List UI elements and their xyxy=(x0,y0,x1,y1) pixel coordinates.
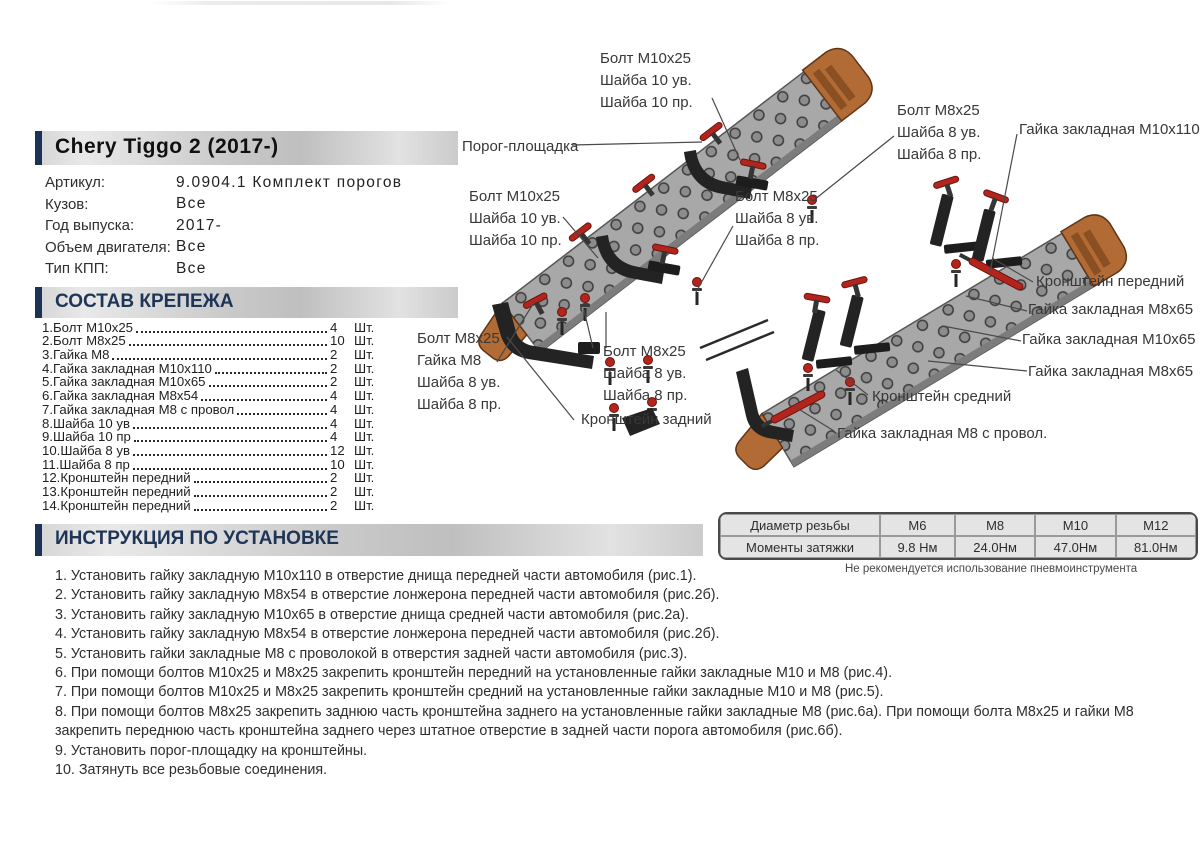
dotted-leader xyxy=(215,372,327,374)
part-name: 6.Гайка закладная М8х54 xyxy=(42,388,199,404)
part-unit: Шт. xyxy=(354,497,375,513)
detail-label: Год выпуска: xyxy=(45,217,135,235)
part-name: 10.Шайба 8 ув xyxy=(42,442,130,458)
detail-value: Все xyxy=(176,195,207,213)
dotted-leader xyxy=(201,399,327,401)
dotted-leader xyxy=(129,344,327,346)
part-unit: Шт. xyxy=(354,374,375,390)
diagram-label-line: Болт М8х25 xyxy=(735,188,818,205)
part-name: 2.Болт М8х25 xyxy=(42,333,126,349)
diagram-label-line: Болт М10х25 xyxy=(469,188,561,205)
part-qty: 4 xyxy=(330,388,338,404)
instruction-step: 8. При помощи болтов М8х25 закрепить заднюю часть кронштейна заднего на установленные гайки закладные М8 (рис.6а). При помощи болта М8х25 и гайки М8 закрепить переднюю часть кронштейна заднего через штатное отверстие в задней части порога автомобиля (рис.6б). xyxy=(55,703,1134,740)
instruction-step: 3. Установить гайку закладную М10х65 в отверстие днища средней части автомобиля (рис.2а). xyxy=(55,606,689,623)
instruction-step: 1. Установить гайку закладную М10х110 в отверстие днища передней части автомобиля (рис.1). xyxy=(55,568,697,584)
detail-value: Все xyxy=(176,259,207,277)
product-details xyxy=(45,172,402,280)
part-unit: Шт. xyxy=(354,442,375,458)
diagram-label-line: Шайба 10 пр. xyxy=(600,94,693,111)
part-name: 8.Шайба 10 ув xyxy=(42,415,130,431)
detail-row xyxy=(45,215,402,237)
diagram-label-m10x65: Гайка закладная М10х65 xyxy=(1022,331,1196,348)
diagram-label-kronshtein-sredniy: Кронштейн средний xyxy=(872,388,1012,405)
part-qty: 2 xyxy=(330,374,338,390)
part-qty: 2 xyxy=(330,360,338,376)
diagram-label-m10x110: Гайка закладная М10х110 xyxy=(1019,121,1200,138)
part-name: 11.Шайба 8 пр xyxy=(42,456,130,472)
part-row xyxy=(42,499,380,513)
part-name: 1.Болт М10х25 xyxy=(42,319,134,335)
torque-cell: Моменты затяжки xyxy=(720,536,880,558)
diagram-label-line: Гайка М8 xyxy=(417,352,482,369)
dotted-leader xyxy=(112,358,327,360)
part-unit: Шт. xyxy=(354,456,375,472)
diagram-label-kronshtein-zadniy: Кронштейн задний xyxy=(581,411,712,428)
diagram-label-bolt-m8-bottom xyxy=(603,341,687,407)
page-title: Chery Tiggo 2 (2017-) xyxy=(35,131,458,165)
instruction-step: 5. Установить гайки закладные М8 с проволокой в отверстия задней части автомобиля (рис.3). xyxy=(55,645,688,662)
diagram-label-porog: Порог-площадка xyxy=(462,138,579,155)
part-qty: 12 xyxy=(330,442,345,458)
dotted-leader xyxy=(134,440,327,442)
part-qty: 2 xyxy=(330,347,338,363)
part-unit: Шт. xyxy=(354,429,375,445)
torque-cell: 47.0Нм xyxy=(1035,536,1115,558)
dotted-leader xyxy=(237,413,327,415)
dotted-leader xyxy=(133,468,327,470)
diagram-label-line: Болт М10х25 xyxy=(600,50,692,67)
detail-row xyxy=(45,194,402,216)
detail-label: Артикул: xyxy=(45,174,106,192)
part-name: 5.Гайка закладная М10х65 xyxy=(42,374,206,390)
diagram-label-m8x65-bottom: Гайка закладная М8х65 xyxy=(1028,363,1194,380)
instruction-step: 10. Затянуть все резьбовые соединения. xyxy=(55,762,328,779)
part-qty: 4 xyxy=(330,429,338,445)
detail-value: Все xyxy=(176,238,207,256)
diagram-label-bolt-m10-mid xyxy=(469,186,562,252)
part-qty: 4 xyxy=(330,401,338,417)
torque-cell: 9.8 Нм xyxy=(880,536,955,558)
part-unit: Шт. xyxy=(354,401,375,417)
diagram-label-line: Шайба 8 пр. xyxy=(417,396,502,413)
part-qty: 10 xyxy=(330,456,345,472)
part-name: 3.Гайка М8 xyxy=(42,347,110,363)
dotted-leader xyxy=(209,385,327,387)
diagram-label-bolt-m8-gaika xyxy=(417,328,501,416)
part-unit: Шт. xyxy=(354,360,375,376)
dotted-leader xyxy=(133,427,327,429)
diagram-label-kronshtein-peredniy: Кронштейн передний xyxy=(1036,273,1185,290)
diagram-label-line: Шайба 10 пр. xyxy=(469,232,562,249)
part-unit: Шт. xyxy=(354,333,375,349)
part-name: 12.Кронштейн передний xyxy=(42,470,191,486)
diagram-label-m8-provol: Гайка закладная М8 с провол. xyxy=(837,425,1048,442)
parts-list xyxy=(42,321,380,513)
diagram-label-bolt-m8-mid xyxy=(735,186,819,252)
diagram-label-line: Шайба 8 ув. xyxy=(735,210,819,227)
detail-row xyxy=(45,237,402,259)
diagram-label-line: Шайба 8 ув. xyxy=(897,124,981,141)
diagram-label-line: Болт М8х25 xyxy=(603,343,686,360)
torque-table-diameter-row xyxy=(720,514,1196,536)
dotted-leader xyxy=(136,331,327,333)
part-unit: Шт. xyxy=(354,483,375,499)
scan-artifact xyxy=(150,1,450,5)
diagram-label-line: Болт М8х25 xyxy=(897,102,980,119)
torque-cell: М10 xyxy=(1035,514,1115,536)
part-unit: Шт. xyxy=(354,388,375,404)
torque-cell: 81.0Нм xyxy=(1116,536,1196,558)
instruction-step: 9. Установить порог-площадку на кронштейны. xyxy=(55,742,368,759)
part-name: 13.Кронштейн передний xyxy=(42,483,191,499)
diagram-label-line: Шайба 10 ув. xyxy=(600,72,692,89)
part-qty: 2 xyxy=(330,470,338,486)
detail-label: Кузов: xyxy=(45,195,89,213)
part-name: 14.Кронштейн передний xyxy=(42,497,191,513)
diagram-label-line: Шайба 8 пр. xyxy=(603,387,688,404)
detail-value: 9.0904.1 Комплект порогов xyxy=(176,173,403,191)
detail-label: Объем двигателя: xyxy=(45,238,171,256)
part-name: 9.Шайба 10 пр xyxy=(42,429,131,445)
instructions-section-header: ИНСТРУКЦИЯ ПО УСТАНОВКЕ xyxy=(35,524,703,556)
detail-label: Тип КПП: xyxy=(45,260,109,278)
part-unit: Шт. xyxy=(354,415,375,431)
dotted-leader xyxy=(133,454,327,456)
diagram-label-line: Шайба 8 пр. xyxy=(897,146,982,163)
part-qty: 10 xyxy=(330,333,345,349)
torque-cell: М8 xyxy=(955,514,1035,536)
instruction-step: 4. Установить гайку закладную М8х54 в отверстие лонжерона передней части автомобиля (рис.2б). xyxy=(55,626,720,643)
torque-table xyxy=(718,512,1198,560)
parts-section-header: СОСТАВ КРЕПЕЖА xyxy=(35,287,458,318)
part-qty: 2 xyxy=(330,483,338,499)
part-name: 7.Гайка закладная М8 с провол xyxy=(42,401,235,417)
part-name: 4.Гайка закладная М10х110 xyxy=(42,360,212,376)
part-unit: Шт. xyxy=(354,347,375,363)
detail-row xyxy=(45,258,402,280)
torque-cell: М6 xyxy=(880,514,955,536)
dotted-leader xyxy=(194,481,327,483)
torque-table-torque-row xyxy=(720,536,1196,558)
detail-value: 2017- xyxy=(176,216,223,234)
diagram-label-line: Шайба 8 ув. xyxy=(603,365,687,382)
diagram-label-line: Шайба 10 ув. xyxy=(469,210,561,227)
torque-cell: 24.0Нм xyxy=(955,536,1035,558)
detail-row xyxy=(45,172,402,194)
part-unit: Шт. xyxy=(354,319,375,335)
diagram-label-bolt-m10-top xyxy=(600,48,693,114)
pneumatic-tools-note: Не рекомендуется использование пневмоинструмента xyxy=(845,563,1138,575)
diagram-label-line: Болт М8х25 xyxy=(417,330,500,347)
torque-cell: М12 xyxy=(1116,514,1196,536)
diagram-label-line: Шайба 8 пр. xyxy=(735,232,820,249)
diagram-label-bolt-m8-topright xyxy=(897,100,981,166)
part-qty: 4 xyxy=(330,319,338,335)
dotted-leader xyxy=(194,509,327,511)
part-qty: 4 xyxy=(330,415,338,431)
instructions-list xyxy=(55,567,1185,780)
dotted-leader xyxy=(194,495,327,497)
diagram-label-line: Шайба 8 ув. xyxy=(417,374,501,391)
instruction-step: 7. При помощи болтов М10х25 и М8х25 закрепить кронштейн средний на установленные гайки закладные М10 и М8 (рис.5). xyxy=(55,684,884,701)
instruction-step: 2. Установить гайку закладную М8х54 в отверстие лонжерона передней части автомобиля (рис.2б). xyxy=(55,587,720,604)
torque-cell: Диаметр резьбы xyxy=(720,514,880,536)
instruction-step: 6. При помощи болтов М10х25 и М8х25 закрепить кронштейн передний на установленные гайки закладные М10 и М8 (рис.4). xyxy=(55,665,893,682)
part-qty: 2 xyxy=(330,497,338,513)
diagram-label-m8x65-top: Гайка закладная М8х65 xyxy=(1028,301,1194,318)
part-unit: Шт. xyxy=(354,470,375,486)
